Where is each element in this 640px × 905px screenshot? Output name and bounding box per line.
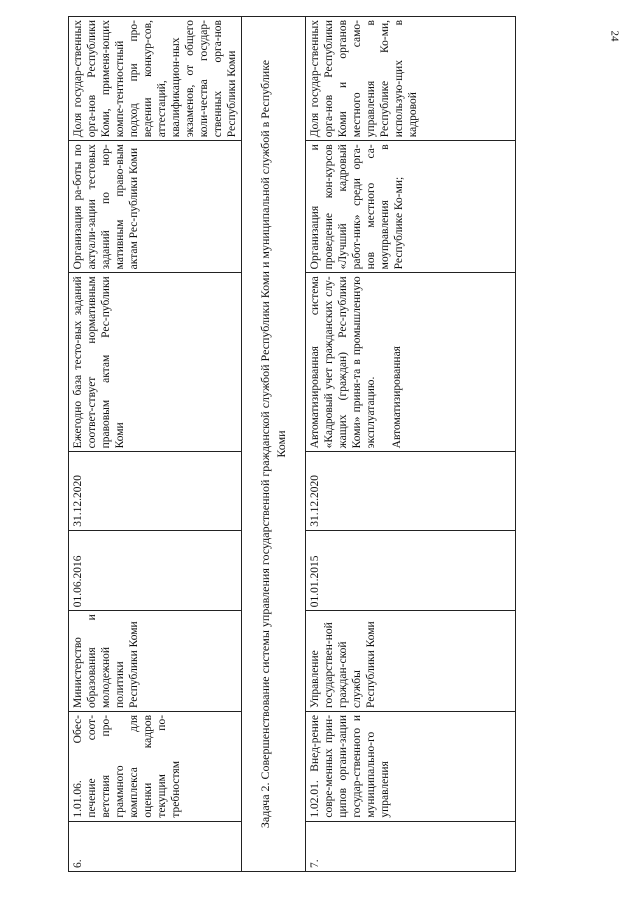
related-activities: Организация ра-боты по актуали-зации тестовых заданий по нор-мативным право-вым актам Рес-публики Коми [69,141,242,273]
event-name: 1.02.01. Внед-рение совре-менных прин-ципов органи-зации государ-ственного и муниципально-го управления [306,711,516,821]
event-name: 1.01.06. Обес-печение соот-ветствия про-граммного комплекса для оценки кадров текущим по-требностям [69,711,242,821]
expected-result [306,273,516,452]
indicator: Доля государ-ственных орга-нов Республики Коми и органов местного само-управления в Республике Ко-ми, использую-щих в кадровой [306,17,516,141]
start-date: 01.01.2015 [306,530,516,611]
executor: Управление государствен-ной граждан-ской службы Республики Коми [306,611,516,712]
indicator: Доля государ-ственных орга-нов Республики Коми, применя-ющих компе-тентностный подход при про-ведении конкур-сов, аттестаций, квалификацион-ных экзаменов, от общего коли-чества государ-ственных орга-нов Республики Коми [69,17,242,141]
end-date: 31.12.2020 [69,452,242,530]
table-row [306,17,516,872]
task-header-row [242,17,306,872]
expected-result: Ежегодно база тесто-вых заданий соответ-ствует нормативным правовым актам Рес-публики Коми [69,273,242,452]
row-number: 6. [69,821,242,871]
related-activities: Организация и проведение кон-курсов «Лучший кадровый работ-ник» среди орга-нов местного са-моуправления в Республике Ко-ми; [306,141,516,273]
expected-result-continued: Автоматизированная [391,346,404,449]
page-number: 24 [608,30,621,42]
table-row [69,17,242,872]
program-events-table [68,16,516,872]
expected-result-text: Автоматизированная система «Кадровый учет гражданских слу-жащих (граждан) Рес-публики Коми» приня-та в промышленную эксплуатацию. [309,276,378,449]
executor: Министерство образования и молодежной политики Республики Коми [69,611,242,712]
task-title: Задача 2. Совершенствование системы управления государственной гражданской службой Республики Коми и муниципальной службой в Республике Коми [242,17,306,872]
start-date: 01.06.2016 [69,530,242,611]
row-number: 7. [306,821,516,871]
end-date: 31.12.2020 [306,452,516,530]
rotated-document-page [68,16,616,872]
